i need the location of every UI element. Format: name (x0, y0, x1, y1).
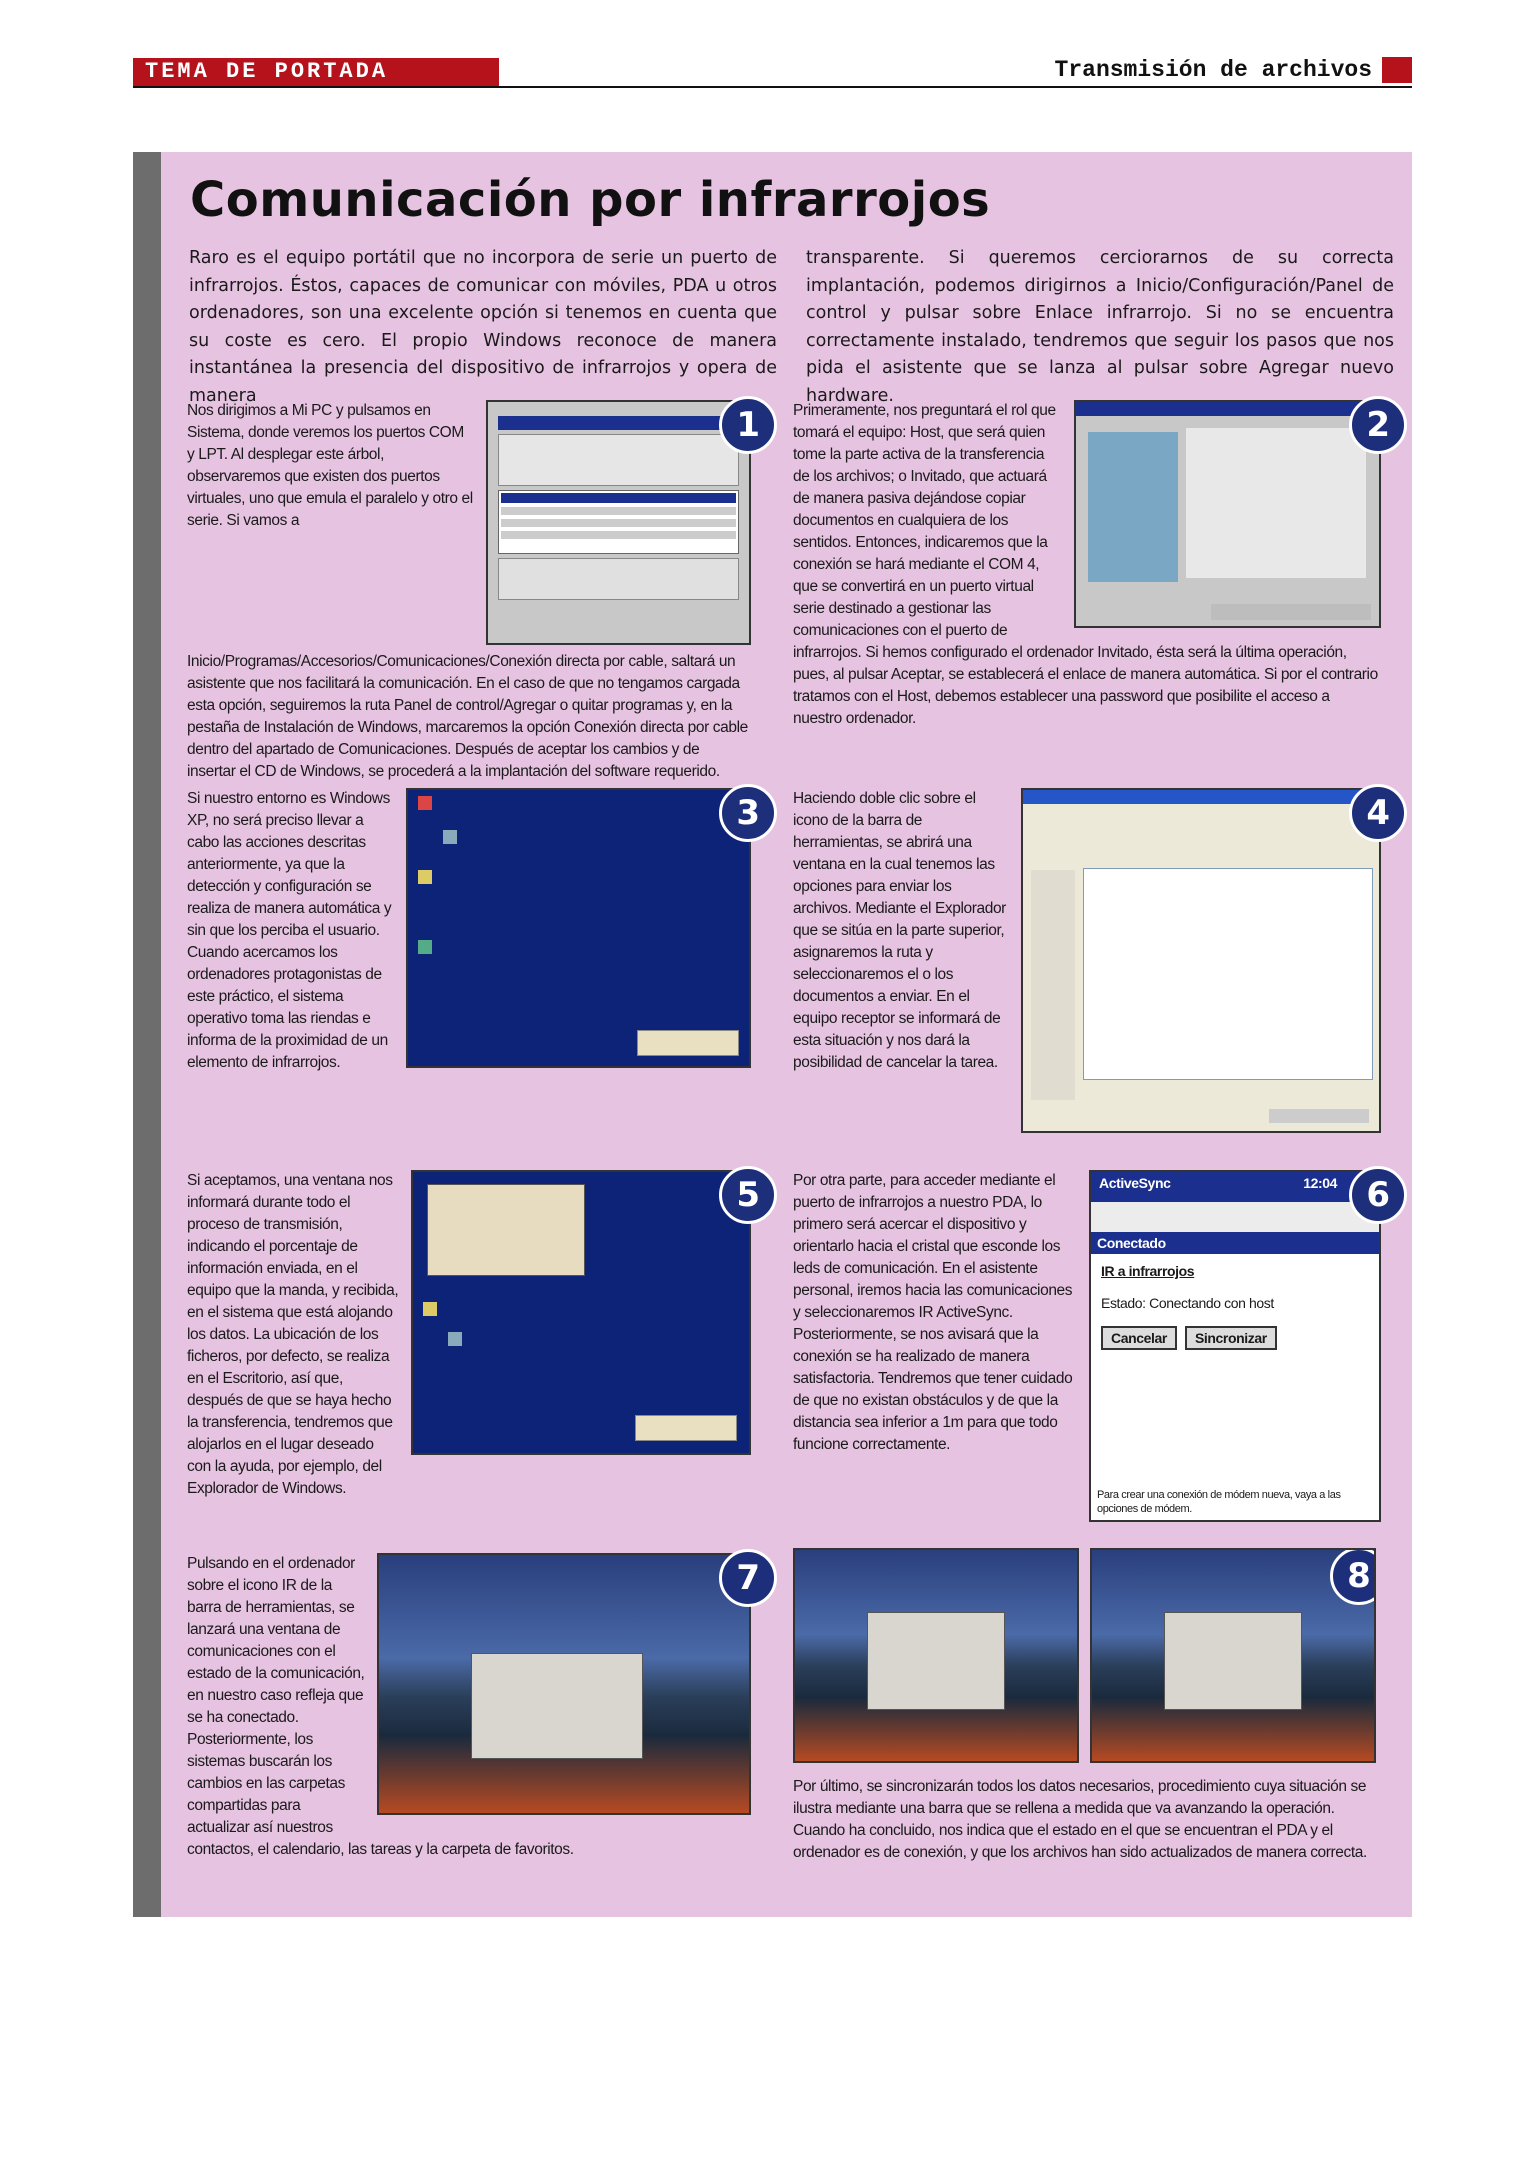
step-5-badge: 5 (719, 1166, 777, 1224)
step-3 (187, 788, 760, 1074)
step-3-screenshot (406, 788, 751, 1068)
step-8-figure-b (1090, 1548, 1376, 1763)
topic-label: Transmisión de archivos (1054, 57, 1372, 83)
step-6-text: Por otra parte, para acceder mediante el puerto de infrarrojos a nuestro PDA, lo primero será acercar el dispositivo y orientarlo hacia el cristal que esconde los leds de comunicación. En el asistente personal, iremos hacia las comunicaciones y seleccionaremos IR ActiveSync. Posteriormente, se nos avisará que la conexión se ha realizado de manera satisfactoria. Tendremos que tener cuidado de que no existan obstáculos y de que la distancia sea inferior a 1m para que todo funcione correctamente. (793, 1172, 1073, 1453)
pda-footer: Para crear una conexión de módem nueva, vaya a las opciones de módem. (1097, 1489, 1341, 1515)
intro-left-column: Raro es el equipo portátil que no incorpora de serie un puerto de infrarrojos. Éstos, capaces de comunicar con móviles, PDA u otros ordenadores, son una excelente opción si tenemos en cuenta que su coste es cero. El propio Windows reconoce de manera instantánea la presencia del dispositivo de infrarrojos y opera de manera (189, 248, 777, 406)
step-3-text: Si nuestro entorno es Windows XP, no será preciso llevar a cabo las acciones descritas anteriormente, ya que la detección y configuración se realiza de manera automática y sin que los perciba el usuario. Cuando acercamos los ordenadores protagonistas de este práctico, el sistema operativo toma las riendas e informa de la proximidad de un elemento de infrarrojos. (187, 790, 392, 1071)
section-label-bar (133, 58, 499, 86)
pda-status: Estado: Conectando con host (1101, 1295, 1274, 1311)
step-2-text: Primeramente, nos preguntará el rol que tomará el equipo: Host, que será quien tome la parte activa de la transferencia de los archivos; o Invitado, que actuará de manera pasiva dejándose copiar documentos en cualquiera de los sentidos. Entonces, indicaremos que la conexión se hará mediante el COM 4, que se convertirá en un puerto virtual serie destinado a gestionar las comunicaciones con el puerto de infrarrojos. Si hemos configurado el ordenador Invitado, ésta será la última operación, pues, al pulsar Aceptar, se establecerá el enlace de manera automática. Si por el contrario tratamos con el Host, debemos establecer una password que posibilite el acceso a nuestro ordenador. (793, 402, 1378, 727)
pda-title: ActiveSync (1099, 1175, 1171, 1191)
step-5 (187, 1170, 760, 1500)
step-2-figure (1074, 400, 1390, 628)
step-7-screenshot (377, 1553, 751, 1815)
step-1-text: Nos dirigimos a Mi PC y pulsamos en Sistema, donde veremos los puertos COM y LPT. Al desplegar este árbol, observaremos que existen dos puertos virtuales, uno que emula el paralelo y otro el serie. Si vamos a Inicio/Programas/Accesorios/Comunicaciones/Conexión directa por cable, saltará un asistente que nos facilitará la comunicación. En el caso de que no tengamos cargada esta opción, seguiremos la ruta Panel de control/Agregar o quitar programas y, en la pestaña de Instalación de Windows, marcaremos la opción Conexión directa por cable dentro del apartado de Comunicaciones. Después de aceptar los cambios y de insertar el CD de Windows, se procederá a la implantación del software requerido. (187, 402, 748, 780)
topic-marker (1382, 57, 1412, 83)
article-title: Comunicación por infrarrojos (190, 172, 991, 228)
step-2-badge: 2 (1349, 396, 1407, 454)
header-rule (133, 86, 1412, 88)
step-1-figure (486, 400, 760, 645)
step-4-text: Haciendo doble clic sobre el icono de la barra de herramientas, se abrirá una ventana en la cual tenemos las opciones para enviar los archivos. Mediante el Explorador que se sitúa en la parte superior, asignaremos la ruta y seleccionaremos el o los documentos a enviar. En el equipo receptor se informará de esta situación y nos dará la posibilidad de cancelar la tarea. (793, 790, 1006, 1071)
step-6 (793, 1170, 1390, 1528)
step-5-text: Si aceptamos, una ventana nos informará durante todo el proceso de transmisión, indicando el porcentaje de información enviada, en el equipo que la manda, y recibida, en el sistema que está alojando los datos. La ubicación de los ficheros, por defecto, se realiza en el Escritorio, así que, después de que se haya hecho la transferencia, tendremos que alojarlos en el lugar deseado con la ayuda, por ejemplo, del Explorador de Windows. (187, 1172, 399, 1497)
section-label: TEMA DE PORTADA (145, 59, 389, 84)
step-1-badge: 1 (719, 396, 777, 454)
topic-header (712, 55, 1412, 85)
step-6-badge: 6 (1349, 1166, 1407, 1224)
panel-side-bar (133, 152, 161, 1917)
step-3-figure (406, 788, 760, 1068)
step-8-text: Por último, se sincronizarán todos los datos necesarios, procedimiento cuya situación se ilustra mediante una barra que se rellena a medida que va avanzando la operación. Cuando ha concluido, nos indica que el estado en el que se encuentran el PDA y el ordenador es de conexión, y que los archivos han sido actualizados de manera correcta. (793, 1778, 1367, 1861)
step-7 (187, 1553, 760, 1861)
pda-screenshot (1089, 1170, 1381, 1522)
step-4-screenshot (1021, 788, 1381, 1133)
step-8-badge: 8 (1330, 1548, 1376, 1605)
step-6-figure (1089, 1170, 1390, 1522)
step-5-screenshot (411, 1170, 751, 1455)
step-4-figure (1021, 788, 1390, 1133)
pda-device: IR a infrarrojos (1101, 1263, 1195, 1279)
pda-sync-button[interactable]: Sincronizar (1185, 1326, 1277, 1350)
step-5-figure (411, 1170, 760, 1455)
step-1 (187, 400, 760, 783)
step-2 (793, 400, 1390, 730)
step-2-screenshot (1074, 400, 1381, 628)
pda-cancel-button[interactable]: Cancelar (1101, 1326, 1177, 1350)
step-8-figure-a (793, 1548, 1079, 1763)
pda-heading: Conectado (1091, 1232, 1379, 1254)
intro-right-column: transparente. Si queremos cerciorarnos de su correcta implantación, podemos dirigirnos a Inicio/Configuración/Panel de control y pulsar sobre Enlace infrarrojo. Si no se encuentra correctamente instalado, tendremos que seguir los pasos que nos pida el asistente que se lanza al pulsar sobre Agregar nuevo hardware. (806, 248, 1394, 406)
step-4 (793, 788, 1390, 1139)
step-7-text: Pulsando en el ordenador sobre el icono IR de la barra de herramientas, se lanzará una ventana de comunicaciones con el estado de la comunicación, en nuestro caso refleja que se ha conectado. Posteriormente, los sistemas buscarán los cambios en las carpetas compartidas para actualizar así nuestros contactos, el calendario, las tareas y la carpeta de favoritos. (187, 1555, 574, 1858)
step-7-figure (377, 1553, 760, 1815)
step-7-badge: 7 (719, 1549, 777, 1607)
step-4-badge: 4 (1349, 784, 1407, 842)
step-1-screenshot (486, 400, 751, 645)
pda-time: 12:04 (1303, 1175, 1337, 1191)
step-3-badge: 3 (719, 784, 777, 842)
